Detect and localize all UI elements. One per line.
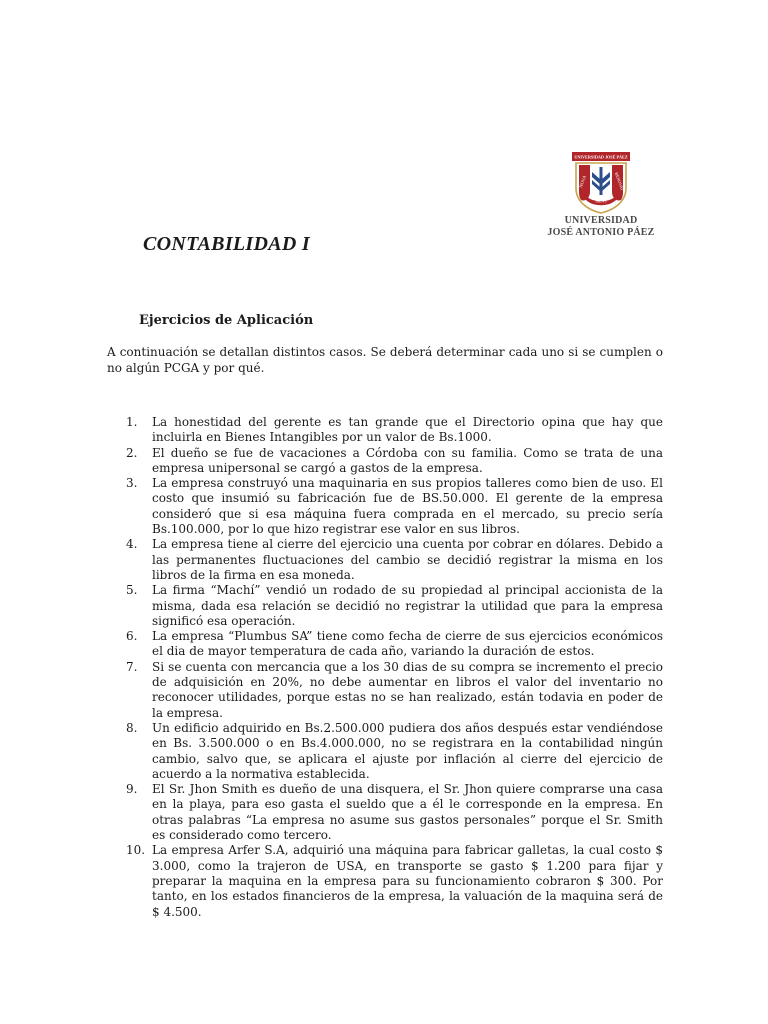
exercise-number: 6. — [126, 629, 138, 644]
exercise-text: La empresa Arfer S.A, adquirió una máquina para fabricar galletas, la cual costo $ 3.000, como la trajeron de USA, en transporte se gasto $ 1.200 para fijar y preparar la maquina en la empresa para su funcionamiento cobraron $ 300. Por tanto, en los estados financieros de la empresa, la valuación de la maquina será de $ 4.500. — [152, 843, 663, 919]
exercise-item — [107, 843, 663, 919]
exercise-text: El dueño se fue de vacaciones a Córdoba con su familia. Como se trata de una empresa unipersonal se cargó a gastos de la empresa. — [152, 445, 663, 475]
page-title: CONTABILIDAD I — [143, 233, 311, 255]
exercise-number: 5. — [126, 583, 138, 598]
exercise-item — [107, 476, 663, 537]
exercise-item — [107, 660, 663, 721]
section-subtitle: Ejercicios de Aplicación — [139, 313, 314, 328]
exercise-text: La empresa tiene al cierre del ejercicio una cuenta por cobrar en dólares. Debido a las permanentes fluctuaciones del cambio se decidió registrar la misma en los libros de la firma en esa moneda. — [152, 537, 663, 582]
exercise-item — [107, 537, 663, 583]
exercise-item — [107, 583, 663, 629]
exercise-number: 7. — [126, 659, 138, 674]
exercise-text: Si se cuenta con mercancia que a los 30 dias de su compra se incremento el precio de adquisición en 20%, no debe aumentar en libros el valor del inventario no reconocer utilidades, porque estas no se han realizado, están todavia en poder de la empresa. — [152, 659, 663, 720]
exercise-text: La empresa construyó una maquinaria en sus propios talleres como bien de uso. El costo que insumió su fabricación fue de BS.50.000. El gerente de la empresa consideró que si esa máquina fuera comprada en el mercado, su precio sería Bs.100.000, por lo que hizo registrar ese valor en sus libros. — [152, 476, 663, 537]
exercise-item — [107, 446, 663, 477]
exercise-text: La honestidad del gerente es tan grande que el Directorio opina que hay que incluirla en Bienes Intangibles por un valor de Bs.1000. — [152, 415, 663, 445]
exercise-number: 3. — [126, 476, 138, 491]
exercise-item — [107, 721, 663, 782]
exercise-number: 9. — [126, 782, 138, 797]
exercise-number: 2. — [126, 445, 138, 460]
exercise-text: El Sr. Jhon Smith es dueño de una disquera, el Sr. Jhon quiere comprarse una casa en la playa, para eso gasta el sueldo que a él le corresponde en la empresa. En otras palabras “La empresa no asume sus gastos personales” porque el Sr. Smith es considerado como tercero. — [152, 782, 663, 843]
university-shield-icon — [568, 150, 634, 214]
exercise-number: 4. — [126, 537, 138, 552]
exercise-item — [107, 782, 663, 843]
exercise-number: 10. — [126, 843, 146, 858]
exercise-item — [107, 629, 663, 660]
exercise-list — [107, 415, 663, 920]
university-logo — [540, 150, 662, 238]
exercise-number: 1. — [126, 415, 138, 429]
exercise-item — [107, 415, 663, 446]
university-name-line2: JOSÉ ANTONIO PÁEZ — [547, 227, 655, 238]
intro-paragraph: A continuación se detallan distintos casos. Se deberá determinar cada uno si se cumplen o no algún PCGA y por qué. — [107, 345, 663, 375]
logo-banner-text: UNIVERSIDAD JOSÉ PÁEZ — [574, 154, 628, 160]
university-name-line1: UNIVERSIDAD — [564, 215, 638, 226]
logo-motto-bottom: MENS — [595, 198, 607, 204]
exercise-text: La empresa “Plumbus SA” tiene como fecha de cierre de sus ejercicios económicos el dia de mayor temperatura de cada año, variando la duración de estos. — [152, 629, 663, 659]
exercise-text: Un edificio adquirido en Bs.2.500.000 pudiera dos años después estar vendiéndose en Bs. 3.500.000 o en Bs.4.000.000, no se registrara en la contabilidad ningún cambio, salvo que, se aplicara el ajuste por inflación al cierre del ejercicio de acuerdo a la normativa establecida. — [152, 720, 663, 781]
exercise-text: La firma “Machí” vendió un rodado de su propiedad al principal accionista de la misma, dada esa relación se decidió no registrar la utilidad que para la empresa significó esa operación. — [152, 583, 663, 628]
exercise-number: 8. — [126, 720, 138, 735]
logo-motto-right: RENOVAT — [613, 171, 626, 192]
logo-motto-left: NOVA — [578, 174, 588, 189]
